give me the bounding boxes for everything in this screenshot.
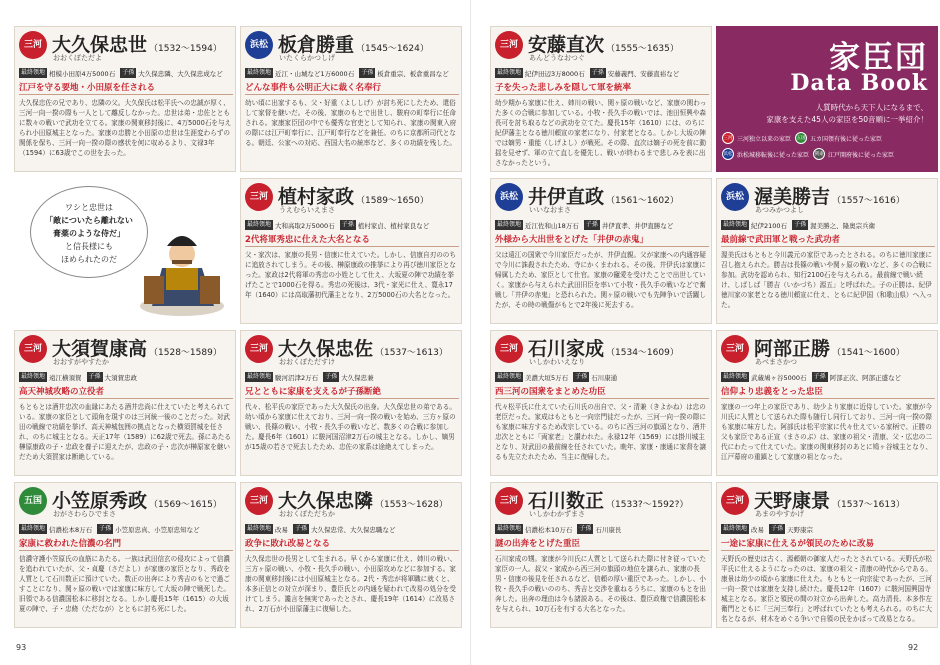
seal-kanto-icon: 関東 bbox=[813, 148, 825, 160]
seal-mikawa-icon: 三河 bbox=[245, 487, 273, 515]
retainer-years: （1541～1600） bbox=[832, 348, 905, 358]
retainer-name-text: 石川数正 bbox=[528, 490, 605, 512]
databook-title-card bbox=[716, 26, 938, 172]
retainer-years: （1557～1616） bbox=[832, 196, 905, 206]
retainer-years: （1553～1628） bbox=[375, 500, 448, 510]
territory-value: 改易 bbox=[275, 525, 289, 534]
retainer-biography: 石川家成の甥。家康が今川氏に人質として送られた際に付き従っていた家臣の一人。叔父・家成から西三河の旗頭の地位を譲られ、家康の長男・信康の後見を任されるなど、信頼の厚い重臣であった。しかし、小牧・長久手の戦いののち、秀吉と交渉を重ねるうちに、家康のもとを出奔した。出奔の理由は今も諸説ある。その後は、豊臣政権で信濃国松本を与えられ、10万石を有する大名となった。 bbox=[495, 555, 706, 613]
retainer-biography: 大久保忠世の長男として生まれる。早くから家康に仕え、姉川の戦い、三方ヶ原の戦い、小牧・長久手の戦い、小田原攻めなどに参加する。家康の関東移封後には小田原城主となる。2代・秀忠が将軍職に就くと、本多正信との対立が深まり、豊臣氏との内通を疑われて改易の処分を受けてしまう。讒言を無実であったとされ、慶長19年（1614）に改易され、2万石が小田原藩主に復帰した。 bbox=[245, 555, 457, 613]
retainer-years: （1569～1615） bbox=[149, 500, 222, 510]
retainer-name-text: 安藤直次 bbox=[528, 34, 605, 56]
retainer-years: （1532～1594） bbox=[149, 44, 222, 54]
territory-tag: 最終領地 bbox=[21, 69, 46, 76]
legend-item bbox=[722, 148, 809, 160]
territory-value: 美濃大垣5万石 bbox=[525, 373, 569, 382]
databook-subtitle: Data Book bbox=[790, 70, 928, 96]
children-value: 阿部正次、阿部正盛など bbox=[829, 373, 902, 382]
children-value: 石川康長 bbox=[595, 525, 622, 534]
card-header bbox=[717, 483, 937, 521]
legend-label: 三河独立以来の家臣 bbox=[737, 135, 792, 143]
card-12 bbox=[490, 482, 712, 628]
card-0 bbox=[14, 26, 236, 172]
retainer-catchphrase: 2代将軍秀忠に仕えた大名となる bbox=[245, 233, 459, 247]
seal-mikawa-icon: 三河 bbox=[19, 335, 47, 363]
children-value: 板倉重宗、板倉重昌など bbox=[377, 69, 449, 78]
retainer-biography: 渥美氏はもともと今川義元の家臣であったとされる。のちに徳川家康に召し抱えられた。勝吉は長篠の戦いや関ヶ原の戦いなど、多くの合戦に参加。武功を認められ、知行2100石を与えられる。最前線で戦い続け、しばしば「勝吉（いかづち）源五」と呼ばれた。子の正勝は、紀伊徳川家の家老となる徳川頼宣に仕え、ともに紀伊国（和歌山県）へ入った。 bbox=[721, 251, 933, 309]
retainer-meta bbox=[495, 219, 709, 231]
children-value: 石川康通 bbox=[591, 373, 618, 382]
territory-value: 駿河沼津2万石 bbox=[275, 373, 319, 382]
left-page bbox=[14, 26, 464, 638]
retainer-meta bbox=[495, 67, 709, 79]
territory-value: 遠江横須賀 bbox=[49, 373, 82, 382]
territory-tag: 最終領地 bbox=[497, 373, 522, 380]
retainer-meta bbox=[721, 219, 935, 231]
retainer-name-text: 井伊直政 bbox=[528, 186, 605, 208]
territory-tag: 最終領地 bbox=[723, 525, 748, 532]
children-tag: 子孫 bbox=[295, 525, 308, 532]
territory-tag: 最終領地 bbox=[247, 525, 272, 532]
card-2 bbox=[490, 26, 712, 172]
retainer-meta bbox=[721, 371, 935, 383]
retainer-name-text: 大久保忠佐 bbox=[278, 338, 374, 360]
retainer-name-text: 大須賀康高 bbox=[52, 338, 148, 360]
retainer-reading: うえむらいえまさ bbox=[279, 206, 335, 214]
legend-label: 浜松城移転後に従った家臣 bbox=[737, 151, 810, 159]
retainer-meta bbox=[245, 371, 459, 383]
retainer-biography: 大久保忠佐の兄であり、忠隣の父。大久保氏は松平氏への忠誠が厚く、三河一向一揆の際も一人として離反しなかった。忠世は弟・忠佐とともに数々の戦いで武功を立てる。家康の関東移封後に、4万5000石を与えられ小田原城主となった。家康の忠勝と小田原の忠世は生涯変わらずの関係を保ち、三河一向一揆の際の感状を何に収めるより、文禄3年（1594）に63歳でこの世を去った。 bbox=[19, 99, 232, 157]
retainer-name-text: 板倉勝重 bbox=[278, 34, 355, 56]
retainer-reading: おがさわらひでまさ bbox=[53, 510, 116, 518]
seal-mikawa-icon: 三河 bbox=[721, 335, 749, 363]
children-tag: 子孫 bbox=[99, 525, 112, 532]
speech-line: 「敵についたら離れない bbox=[45, 216, 133, 225]
retainer-biography: 父は遠江の国衆で今川家臣だったが、井伊直親。父が家康への内通容疑で今川に誅殺されたため、寺にかくまわれる。その後、井伊氏は家康に帰属したため、家臣として仕官。家康の寵愛を受けたことで出世していく。家康から与えられた武田旧臣を率いて小牧・長久手の戦いなどで奮戦し「井伊の赤鬼」と恐れられた。関ヶ原の戦いでも先陣争いで活躍したが、その時の戦傷がもとで2年後に死去する。 bbox=[495, 251, 706, 309]
gutter-divider bbox=[470, 0, 471, 665]
retainer-biography: もともとは酒井忠次の血縁にあたる酒井忠尚に仕えていたと考えられている。家康の家臣として頭角を現すのは三河統一後のことだった。対武田の戦線で功績を挙げ、高天神城包囲の拠点となった横須賀城を任され、のちに城主となる。天正17年（1589）に62歳で死去。孫にあたる榊原康政の子・忠政を養子に迎えたが、忠政の子・忠次が榊原家を継いだため大須賀家は断絶している。 bbox=[19, 403, 231, 461]
children-value: 大久保忠常、大久保忠職など bbox=[311, 525, 396, 534]
territory-value: 紀伊田辺3万8000石 bbox=[525, 69, 585, 78]
seal-goka-icon: 五国 bbox=[19, 487, 47, 515]
retainer-years: （1589～1650） bbox=[356, 196, 429, 206]
territory-value: 改易 bbox=[751, 525, 765, 534]
seal-hamamatsu-icon: 浜松 bbox=[721, 183, 749, 211]
card-10 bbox=[14, 482, 236, 628]
card-header bbox=[15, 483, 235, 521]
speech-line: と信長様にも bbox=[65, 242, 113, 251]
children-value: 安藤義門、安藤直裕など bbox=[607, 69, 680, 78]
retainer-meta bbox=[19, 371, 233, 383]
retainer-years: （1534～1609） bbox=[606, 348, 679, 358]
card-header bbox=[241, 331, 461, 369]
children-tag: 子孫 bbox=[771, 525, 784, 532]
seal-mikawa-icon: 三河 bbox=[245, 335, 273, 363]
territory-value: 近江佐和山18万石 bbox=[525, 221, 579, 230]
territory-value: 信濃松本10万石 bbox=[525, 525, 573, 534]
card-3 bbox=[240, 178, 462, 324]
retainer-years: （1561～1602） bbox=[606, 196, 679, 206]
children-tag: 子孫 bbox=[591, 69, 604, 76]
seal-hamamatsu-icon: 浜松 bbox=[245, 31, 273, 59]
retainer-reading: いしかわいえなり bbox=[529, 358, 585, 366]
retainer-catchphrase: 政争に敗れ改易となる bbox=[245, 537, 459, 551]
territory-value: 大和高取2万5000石 bbox=[275, 221, 335, 230]
territory-tag: 最終領地 bbox=[497, 69, 522, 76]
retainer-meta bbox=[19, 67, 233, 79]
territory-tag: 最終領地 bbox=[497, 221, 522, 228]
samurai-illustration bbox=[132, 218, 232, 318]
retainer-biography: 代々松平氏に仕えていた石川氏の出自で、父・清兼（きよかね）は忠の老臣だった。家成はもともと一向宗門徒だったが、三河一向一揆の際にも家康に味方するため改宗している。のちに西三河の旗頭となり、酒井忠次とともに「両家老」と讃われた。永禄12年（1569）には掛川城主となり、対武田の最前線を任されていた。晩年、家康・康通に家督を譲るも先立たれたため、当主に復帰した。 bbox=[495, 403, 706, 461]
card-header bbox=[717, 179, 937, 217]
territory-tag: 最終領地 bbox=[247, 221, 272, 228]
retainer-biography: 代々、松平氏の家臣であった大久保氏の出身。大久保忠世の弟である。幼い頃から家康に仕えており、三河一向一揆の戦いを始め、三方ヶ原の戦い、長篠の戦い、小牧・長久手の戦いなど、数多くの合戦に参加した。慶長6年（1601）に駿河国沼津2万石の城主となる。しかし、嫡男が15歳の若さで死去したため、忠佐の家系は途絶えてしまった。 bbox=[245, 403, 456, 451]
card-1 bbox=[240, 26, 462, 172]
card-header bbox=[241, 27, 461, 65]
retainer-meta bbox=[721, 523, 935, 535]
children-value: 小笠原忠真、小笠原忠知など bbox=[115, 525, 200, 534]
seal-mikawa-icon: 三河 bbox=[495, 31, 523, 59]
card-7 bbox=[240, 330, 462, 476]
legend-label: 五カ国領有後に従った家臣 bbox=[810, 135, 883, 143]
retainer-name-text: 大久保忠隣 bbox=[278, 490, 374, 512]
children-tag: 子孫 bbox=[341, 221, 354, 228]
seal-mikawa-icon: 三河 bbox=[495, 335, 523, 363]
seal-mikawa-icon: 三河 bbox=[721, 487, 749, 515]
speech-bubble bbox=[30, 186, 148, 278]
retainer-catchphrase: 高天神城攻略の立役者 bbox=[19, 385, 233, 399]
retainer-name-text: 小笠原秀政 bbox=[52, 490, 148, 512]
children-tag: 子孫 bbox=[325, 373, 338, 380]
databook-title: 家臣団 bbox=[829, 40, 928, 76]
retainer-biography: 幼い頃に出家するも、父・好重（よししげ）が討ち死にしたため、還俗して家督を継いだ。その後、家康のもとで出世し、駿府の町奉行に任命される。家康家臣団の中でも優秀な官吏として知られ、家康の関東入府の際には江戸町奉行に、江戸町奉行などを兼任。のちに京都所司代となる。朝廷、公家への対応、西国大名の統率など、多くの功績を残した。 bbox=[245, 99, 457, 147]
retainer-reading: いしかわかずまさ bbox=[529, 510, 585, 518]
retainer-catchphrase: 家康に救われた信濃の名門 bbox=[19, 537, 233, 551]
children-tag: 子孫 bbox=[794, 221, 807, 228]
retainer-meta bbox=[245, 523, 459, 535]
territory-tag: 最終領地 bbox=[497, 525, 522, 532]
territory-tag: 最終領地 bbox=[21, 373, 46, 380]
databook-lead-2: 家康を支えた45人の家臣を50音順に一挙紹介！ bbox=[766, 115, 928, 124]
legend-item bbox=[722, 132, 791, 144]
retainer-catchphrase: 一途に家康に仕えるが領民のために改易 bbox=[721, 537, 935, 551]
children-value: 井伊直孝、井伊直勝など bbox=[601, 221, 674, 230]
retainer-reading: いいなおまさ bbox=[529, 206, 571, 214]
card-5 bbox=[716, 178, 938, 324]
retainer-catchphrase: 信仰より忠義をとった忠臣 bbox=[721, 385, 935, 399]
children-tag: 子孫 bbox=[88, 373, 101, 380]
legend-label: 江戸開府後に従った家臣 bbox=[828, 151, 895, 159]
retainer-meta bbox=[495, 523, 709, 535]
card-6 bbox=[14, 330, 236, 476]
retainer-reading: おおくぼただすけ bbox=[279, 358, 335, 366]
children-tag: 子孫 bbox=[575, 373, 588, 380]
territory-tag: 最終領地 bbox=[723, 221, 748, 228]
retainer-catchphrase: 江戸を守る要地・小田原を任される bbox=[19, 81, 233, 95]
retainer-catchphrase: 兄とともに家康を支えるが子孫断絶 bbox=[245, 385, 459, 399]
retainer-catchphrase: 西三河の国衆をまとめた功臣 bbox=[495, 385, 709, 399]
retainer-name-text: 天野康景 bbox=[754, 490, 831, 512]
retainer-name-text: 大久保忠世 bbox=[52, 34, 148, 56]
retainer-years: （1545～1624） bbox=[356, 44, 429, 54]
card-13 bbox=[716, 482, 938, 628]
retainer-years: （1528～1589） bbox=[149, 348, 222, 358]
retainer-biography: 信濃守護小笠原氏の血筋にあたる。一族は武田信玄の侵攻によって信濃を追われていたが、父・貞慶（さだよし）が家康の家臣となり、秀政を人質として石川数正に預けていた。数正の出奔により秀吉のもとで過ごすことになり、関ヶ原の戦いでは家康に味方して大坂の陣で戦死した。旧領である信濃国松本に移封となる。しかし慶長15年（1615）の大坂夏の陣で、子・忠脩（ただなが）とともに討ち死にした。 bbox=[19, 555, 230, 613]
seal-hamamatsu-icon: 浜松 bbox=[722, 148, 734, 160]
children-value: 渥美勝之、隆奥宗兵衛 bbox=[810, 221, 876, 230]
card-11 bbox=[240, 482, 462, 628]
territory-value: 武蔵鳩ヶ谷5000石 bbox=[751, 373, 807, 382]
retainer-years: （1537～1613） bbox=[832, 500, 905, 510]
seal-hamamatsu-icon: 浜松 bbox=[495, 183, 523, 211]
retainer-years: （1533?～1592?） bbox=[606, 500, 689, 510]
retainer-name-text: 植村家政 bbox=[278, 186, 355, 208]
retainer-reading: おおすがやすたか bbox=[53, 358, 109, 366]
retainer-meta bbox=[19, 523, 233, 535]
seal-mikawa-icon: 三河 bbox=[722, 132, 734, 144]
legend-item bbox=[795, 132, 882, 144]
card-header bbox=[241, 483, 461, 521]
retainer-catchphrase: どんな事件も公明正大に裁く名奉行 bbox=[245, 81, 459, 95]
retainer-name-text: 渥美勝吉 bbox=[754, 186, 831, 208]
retainer-years: （1537～1613） bbox=[375, 348, 448, 358]
speech-line: ワシと忠世は bbox=[65, 203, 113, 212]
territory-tag: 最終領地 bbox=[723, 373, 748, 380]
illustration-panel bbox=[14, 178, 236, 324]
card-4 bbox=[490, 178, 712, 324]
retainer-meta bbox=[245, 67, 459, 79]
territory-value: 相模小田原4万5000石 bbox=[49, 69, 116, 78]
retainer-meta bbox=[245, 219, 459, 231]
seal-legend bbox=[722, 132, 932, 160]
territory-tag: 最終領地 bbox=[21, 525, 46, 532]
retainer-biography: 幼少期から家康に仕え、姉川の戦い、関ヶ原の戦いなど、家康の関わった多くの合戦に参加している。小牧・長久手の戦いでは、池田恒興や森長可を討ち取るなどの武功を立てた。慶長15年（1610）には、のちに紀伊藩主となる徳川頼宣の家老になり、付家老となる。しかし大坂の陣では嫡男・重能（しげよし）が戦死。その際、直次は嫡子の死を前に動揺を見せず、軍の立て直しを優先し、戦いが終わるまで悲しみを表に出さなかったという。 bbox=[495, 99, 707, 167]
retainer-reading: あまのやすかげ bbox=[755, 510, 804, 518]
card-header bbox=[491, 331, 711, 369]
card-8 bbox=[490, 330, 712, 476]
card-header bbox=[717, 331, 937, 369]
retainer-catchphrase: 外様から大出世をとげた「井伊の赤鬼」 bbox=[495, 233, 709, 247]
retainer-reading: いたくらかつしげ bbox=[279, 54, 335, 62]
speech-line: 膏薬のような侍だ」 bbox=[53, 229, 125, 238]
retainer-catchphrase: 謎の出奔をとげた重臣 bbox=[495, 537, 709, 551]
seal-mikawa-icon: 三河 bbox=[19, 31, 47, 59]
retainer-reading: あんどうなおつぐ bbox=[529, 54, 585, 62]
children-tag: 子孫 bbox=[122, 69, 135, 76]
page-number-right: 92 bbox=[908, 643, 919, 652]
retainer-reading: おおくぼただよ bbox=[53, 54, 102, 62]
children-value: 大須賀忠政 bbox=[104, 373, 138, 382]
card-header bbox=[15, 331, 235, 369]
retainer-reading: あつみかつよし bbox=[755, 206, 804, 214]
territory-value: 近江・山城など1万6000石 bbox=[275, 69, 355, 78]
seal-goka-icon: 五国 bbox=[795, 132, 807, 144]
children-tag: 子孫 bbox=[579, 525, 592, 532]
card-9 bbox=[716, 330, 938, 476]
retainer-name-text: 阿部正勝 bbox=[754, 338, 831, 360]
retainer-catchphrase: 最前線で武田軍と戦った武功者 bbox=[721, 233, 935, 247]
children-value: 天野康宗 bbox=[787, 525, 814, 534]
retainer-years: （1555～1635） bbox=[606, 44, 679, 54]
retainer-reading: おおくぼただちか bbox=[279, 510, 335, 518]
databook-lead-1: 人質時代から天下人になるまで、 bbox=[815, 103, 928, 112]
right-page bbox=[490, 26, 940, 638]
children-value: 植村家貞、植村家良など bbox=[357, 221, 430, 230]
card-header bbox=[491, 179, 711, 217]
children-tag: 子孫 bbox=[813, 373, 826, 380]
retainer-biography: 家康の一つ年上の家臣であり、幼少より家康に近侍していた。家康が今川氏に人質として送られた際も随行し同行しており、三河一向一揆の際も家康に味方した。阿部氏は松平宗家に代々仕えている家柄で、正勝の父も家臣である正宣（まさのぶ）は、家康の祖父・清康、父・広忠の二代にわたって仕えていた。家康の関東移封のあとに鳩ヶ谷城主となり、江戸幕府の重鎮として家康の祖となった。 bbox=[721, 403, 932, 461]
territory-value: 信濃松本8万石 bbox=[49, 525, 93, 534]
retainer-name-text: 石川家成 bbox=[528, 338, 605, 360]
retainer-meta bbox=[495, 371, 709, 383]
children-value: 大久保忠隣、大久保忠成など bbox=[138, 69, 223, 78]
retainer-biography: 天野氏の歴史は古く、源頼朝の御家人だったとされている。天野氏が松平氏に仕えるようになったのは、家康の祖父・清康の時代からである。康景は幼少の頃から家康に仕えた。もともと一向宗徒であったが、三河一向一揆では家康を支持し続けた。慶長12年（1607）に駿河国興国寺城主となる。家臣と領民の間の対立から出奔した。高力清長、本多作左衛門とともに「三河三奉行」と呼ばれていたとも考えられる。のちに大名となるが、材木をめぐる争いで自領の民をかばって改易となる。 bbox=[721, 555, 932, 623]
card-header bbox=[15, 27, 235, 65]
children-tag: 子孫 bbox=[585, 221, 598, 228]
territory-tag: 最終領地 bbox=[247, 373, 272, 380]
territory-tag: 最終領地 bbox=[247, 69, 272, 76]
seal-mikawa-icon: 三河 bbox=[495, 487, 523, 515]
page-number-left: 93 bbox=[16, 643, 27, 652]
legend-item bbox=[813, 148, 894, 160]
children-value: 大久保忠兼 bbox=[341, 373, 374, 382]
card-header bbox=[491, 483, 711, 521]
speech-line: ほめられたのだ bbox=[61, 255, 117, 264]
seal-mikawa-icon: 三河 bbox=[245, 183, 273, 211]
territory-value: 紀伊2100石 bbox=[751, 221, 788, 230]
retainer-biography: 父・家次は、家康の長男・信康に仕えていた。しかし、信康自刃ののちに追放されてしまう。その後、榊原康政の推挙により再び徳川家臣となった。家政は2代将軍の秀忠の小姓として仕え、大坂夏の陣で功績を挙げたことで1000石を得る。秀忠の死後は、3代・家光に仕え、寛永17年（1640）には高取藩初代藩主となり、2万5000石の大名となった。 bbox=[245, 251, 456, 299]
children-tag: 子孫 bbox=[361, 69, 374, 76]
card-header bbox=[491, 27, 711, 65]
retainer-reading: あべまさかつ bbox=[755, 358, 797, 366]
card-header bbox=[241, 179, 461, 217]
retainer-catchphrase: 子を失った悲しみを隠して軍を統率 bbox=[495, 81, 709, 95]
